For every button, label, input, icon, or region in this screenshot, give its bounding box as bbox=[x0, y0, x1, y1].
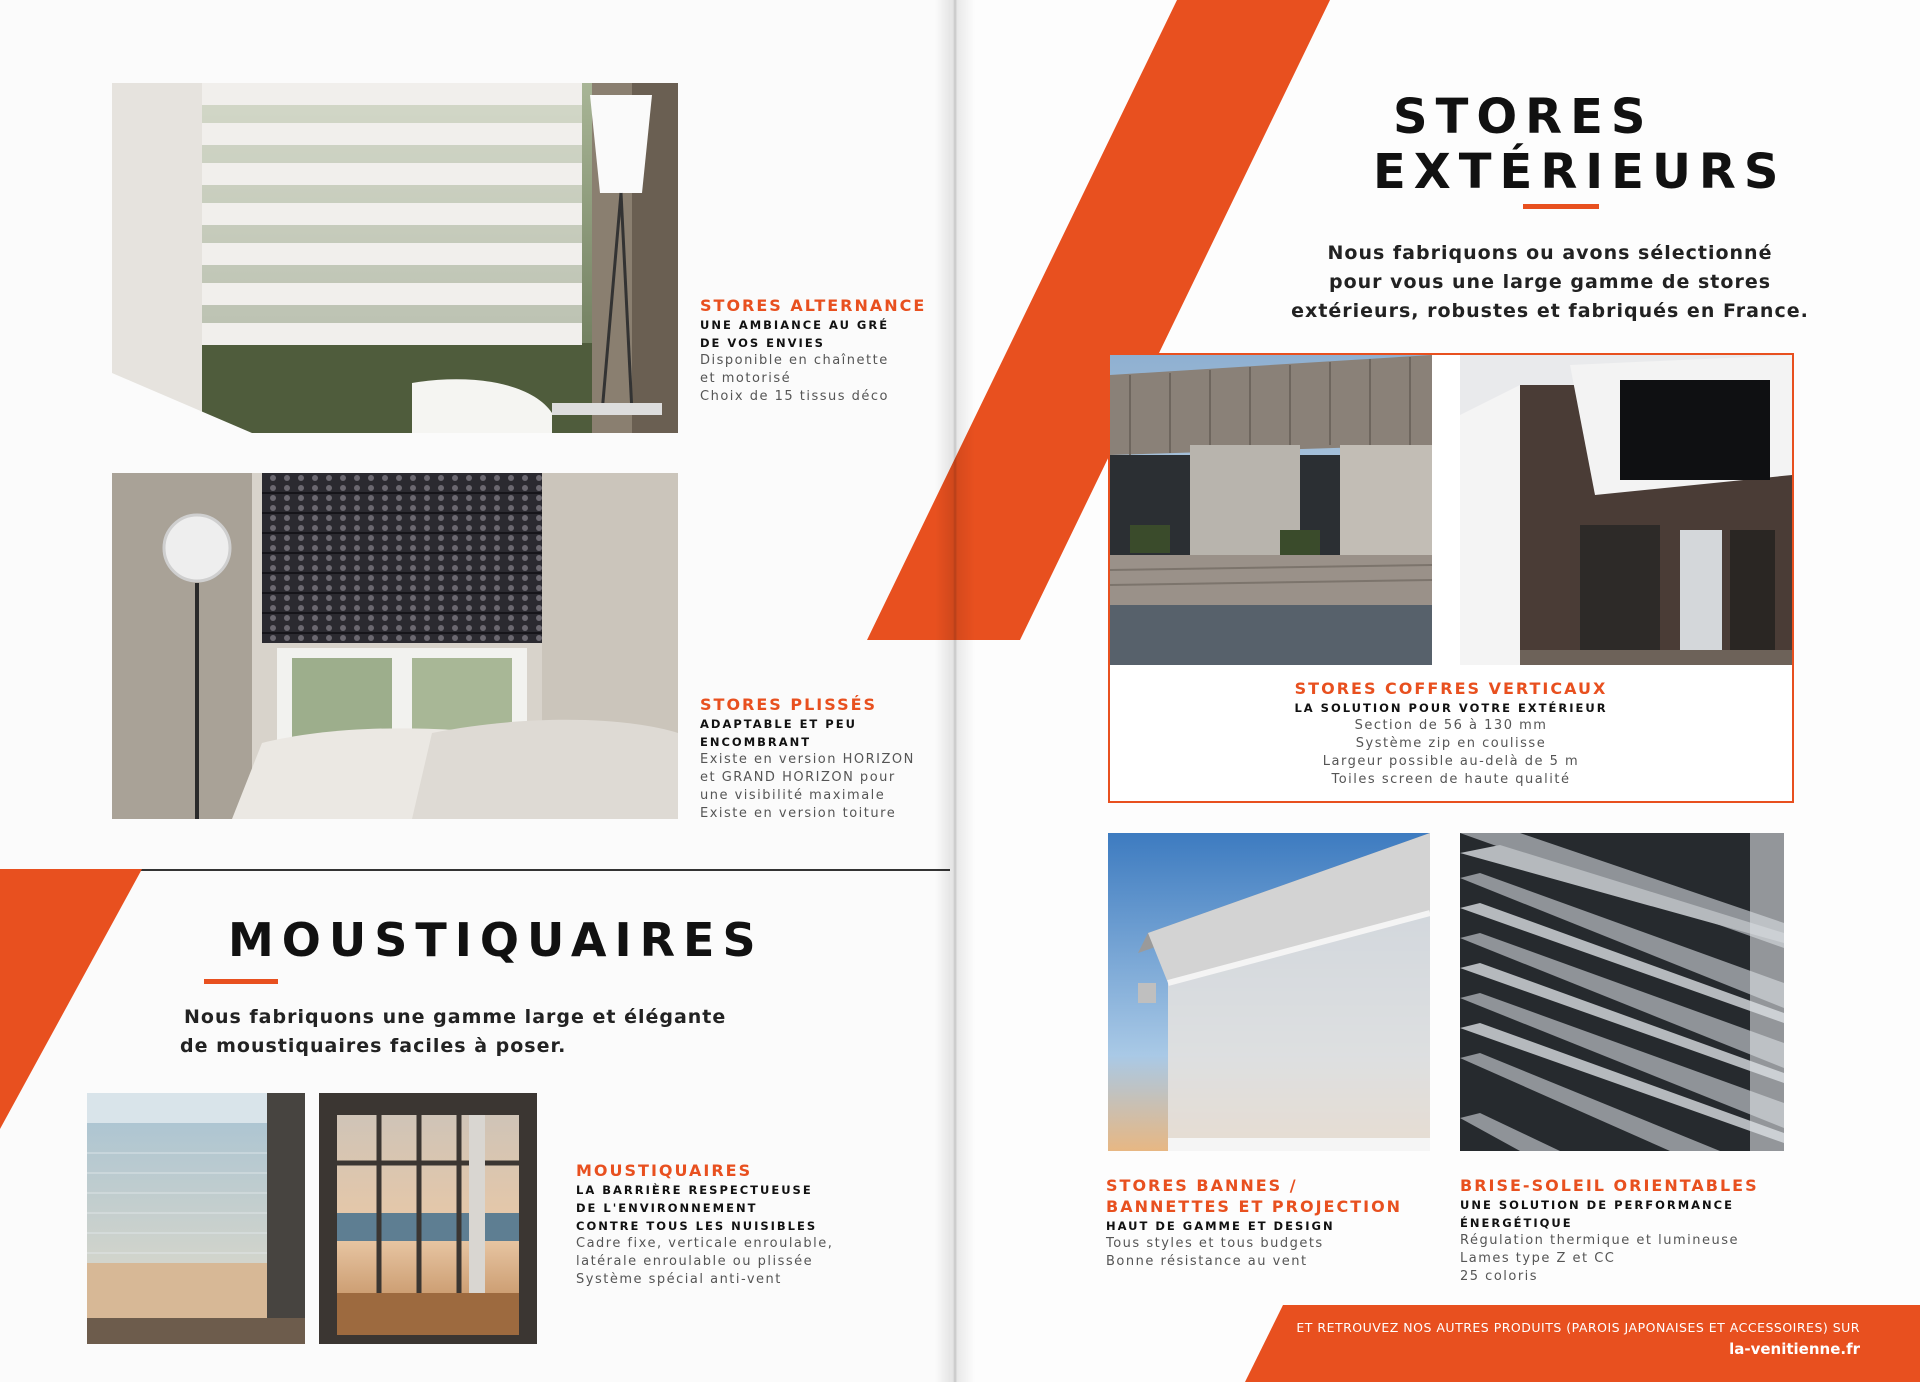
caption-brise-soleil bbox=[1460, 1175, 1790, 1286]
caption-moustiquaires bbox=[576, 1160, 876, 1289]
product-title: BANNETTES ET PROJECTION bbox=[1106, 1197, 1403, 1216]
product-subtitle: DE VOS ENVIES bbox=[700, 336, 825, 350]
intro-line: Nous fabriquons une gamme large et élégante bbox=[184, 1006, 727, 1028]
intro-line: extérieurs, robustes et fabriqués en France. bbox=[1291, 300, 1809, 322]
product-subtitle: HAUT DE GAMME ET DESIGN bbox=[1106, 1219, 1335, 1233]
brise-soleil-illustration bbox=[1460, 833, 1784, 1151]
product-detail: Lames type Z et CC bbox=[1460, 1251, 1616, 1266]
intro-line: de moustiquaires faciles à poser. bbox=[180, 1035, 567, 1057]
product-detail: Système spécial anti-vent bbox=[576, 1272, 782, 1287]
heading-line: STORES bbox=[1393, 89, 1654, 145]
product-detail: une visibilité maximale bbox=[700, 788, 886, 803]
moustiquaires-intro bbox=[180, 1003, 740, 1061]
intro-line: Nous fabriquons ou avons sélectionné bbox=[1327, 242, 1773, 264]
pleated-blind-illustration bbox=[112, 473, 678, 819]
heading-line: EXTÉRIEURS bbox=[1373, 144, 1787, 201]
stores-exterieurs-intro bbox=[1270, 239, 1830, 326]
product-detail: Cadre fixe, verticale enroulable, bbox=[576, 1236, 834, 1251]
product-detail: Existe en version toiture bbox=[700, 806, 897, 821]
product-subtitle: UNE AMBIANCE AU GRÉ bbox=[700, 318, 890, 332]
product-detail: et motorisé bbox=[700, 371, 792, 386]
photo-coffres-verticaux-2 bbox=[1460, 355, 1792, 665]
product-subtitle: DE L'ENVIRONNEMENT bbox=[576, 1201, 758, 1215]
footer-message: ET RETROUVEZ NOS AUTRES PRODUITS (PAROIS JAPONAISES ET ACCESSOIRES) SUR bbox=[1296, 1320, 1860, 1335]
product-detail: et GRAND HORIZON pour bbox=[700, 770, 896, 785]
photo-moustiquaire-2 bbox=[319, 1093, 537, 1344]
product-subtitle: LA SOLUTION POUR VOTRE EXTÉRIEUR bbox=[1294, 701, 1608, 715]
photo-stores-plisses bbox=[112, 473, 678, 819]
product-detail: Existe en version HORIZON bbox=[700, 752, 915, 767]
product-detail: Section de 56 à 130 mm bbox=[1354, 718, 1548, 733]
product-detail: Choix de 15 tissus déco bbox=[700, 389, 890, 404]
product-title: STORES PLISSÉS bbox=[700, 695, 878, 714]
vertical-blind-building-illustration bbox=[1110, 355, 1432, 665]
sliding-door-screen-illustration bbox=[319, 1093, 537, 1344]
caption-stores-plisses bbox=[700, 694, 940, 823]
product-title: BRISE-SOLEIL ORIENTABLES bbox=[1460, 1176, 1759, 1195]
product-detail: Système zip en coulisse bbox=[1355, 736, 1547, 751]
product-detail: latérale enroulable ou plissée bbox=[576, 1254, 814, 1269]
caption-coffres-verticaux bbox=[1110, 678, 1792, 789]
stores-exterieurs-heading bbox=[1373, 90, 1786, 200]
product-subtitle: CONTRE TOUS LES NUISIBLES bbox=[576, 1219, 818, 1233]
photo-moustiquaire-1 bbox=[87, 1093, 305, 1344]
photo-brise-soleil bbox=[1460, 833, 1784, 1151]
photo-coffres-verticaux-1 bbox=[1110, 355, 1432, 665]
product-detail: Tous styles et tous budgets bbox=[1106, 1236, 1324, 1251]
product-title: MOUSTIQUAIRES bbox=[576, 1161, 753, 1180]
photo-stores-alternance bbox=[112, 83, 678, 433]
product-title: STORES BANNES / bbox=[1106, 1176, 1298, 1195]
product-title: STORES ALTERNANCE bbox=[700, 296, 927, 315]
product-detail: Disponible en chaînette bbox=[700, 353, 889, 368]
intro-line: pour vous une large gamme de stores bbox=[1328, 271, 1772, 293]
product-subtitle: ENCOMBRANT bbox=[700, 735, 812, 749]
product-detail: Toiles screen de haute qualité bbox=[1331, 772, 1571, 787]
moustiquaires-heading: MOUSTIQUAIRES bbox=[228, 913, 764, 967]
product-subtitle: ÉNERGÉTIQUE bbox=[1460, 1216, 1573, 1230]
photo-stores-bannes bbox=[1108, 833, 1430, 1151]
mosquito-screen-illustration bbox=[87, 1093, 305, 1344]
product-detail: 25 coloris bbox=[1460, 1269, 1539, 1284]
product-detail: Régulation thermique et lumineuse bbox=[1460, 1233, 1739, 1248]
product-subtitle: ADAPTABLE ET PEU bbox=[700, 717, 857, 731]
book-gutter-shadow bbox=[935, 0, 975, 1382]
zebra-blind-illustration bbox=[112, 83, 678, 433]
heading-underline bbox=[204, 979, 278, 984]
product-detail: Largeur possible au-delà de 5 m bbox=[1322, 754, 1580, 769]
modern-house-screen-illustration bbox=[1460, 355, 1792, 665]
product-detail: Bonne résistance au vent bbox=[1106, 1254, 1308, 1269]
awning-illustration bbox=[1108, 833, 1430, 1151]
website-link[interactable]: la-venitienne.fr bbox=[1729, 1340, 1860, 1358]
product-subtitle: UNE SOLUTION DE PERFORMANCE bbox=[1460, 1198, 1734, 1212]
product-title: STORES COFFRES VERTICAUX bbox=[1294, 679, 1608, 698]
caption-stores-bannes bbox=[1106, 1175, 1436, 1271]
footer-text bbox=[1220, 1318, 1860, 1360]
heading-underline bbox=[1523, 204, 1599, 209]
product-subtitle: LA BARRIÈRE RESPECTUEUSE bbox=[576, 1183, 813, 1197]
